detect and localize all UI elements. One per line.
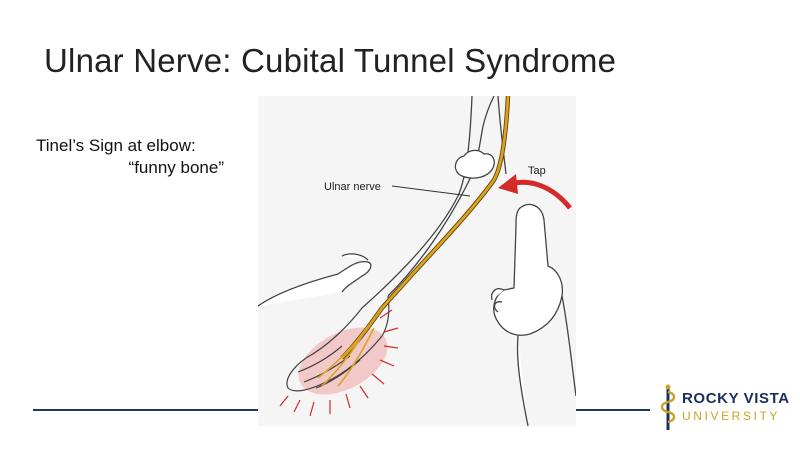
ulnar-nerve-label: Ulnar nerve	[324, 181, 381, 193]
caduceus-emblem	[660, 384, 680, 432]
caption-line-2: “funny bone”	[128, 158, 224, 177]
slide-caption	[36, 135, 224, 179]
footer-rule-left	[33, 409, 261, 411]
logo-line-2: UNIVERSITY	[682, 409, 781, 423]
caption-line-1: Tinel’s Sign at elbow:	[36, 136, 196, 155]
rocky-vista-logo	[660, 384, 788, 432]
tinel-sign-illustration	[258, 96, 576, 426]
slide-title: Ulnar Nerve: Cubital Tunnel Syndrome	[44, 42, 617, 79]
tap-label: Tap	[528, 165, 546, 177]
footer-rule-right	[576, 409, 650, 411]
logo-line-1: ROCKY VISTA	[682, 390, 790, 407]
